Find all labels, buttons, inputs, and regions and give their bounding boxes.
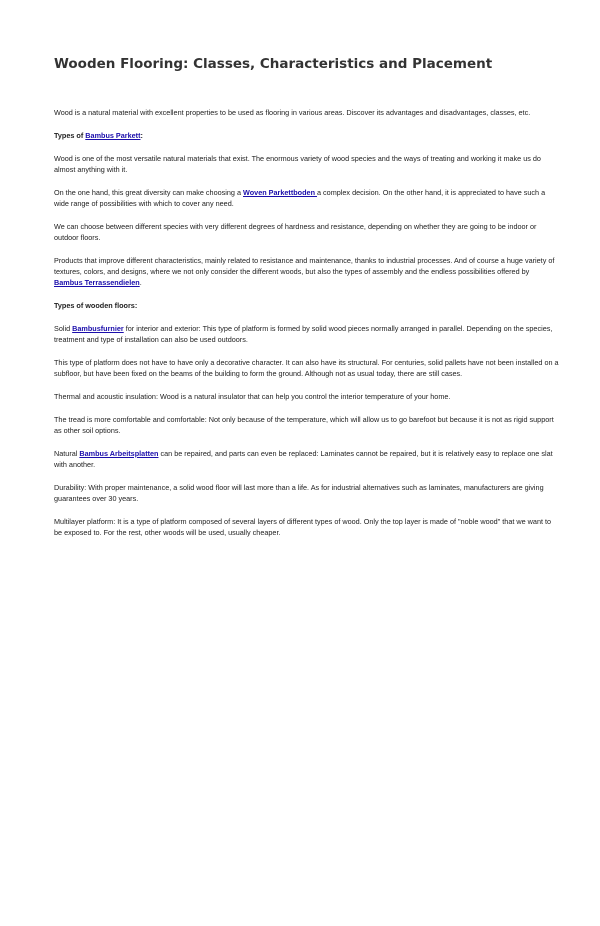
bambus-arbeitsplatten-link[interactable]: Bambus Arbeitsplatten [79,449,159,458]
tread-paragraph [54,414,559,436]
paragraph-text: for interior and exterior: This type of platform is formed by solid wood pieces normally arranged in parallel. Depending on the species, treatment and type of installation can also be used outdoors. [54,324,553,344]
intro-paragraph [54,107,559,118]
diversity-paragraph [54,187,559,209]
paragraph-text: Natural [54,449,80,458]
bambus-terrassendielen-link[interactable]: Bambus Terrassendielen [54,278,140,287]
products-paragraph [54,255,559,288]
paragraph-text: This type of platform does not have to have only a decorative character. It can also have its structural. For centuries, solid pallets have not been installed on a subfloor, but have been fixed on the beams of the building to form the ground. Although not as usual today, there are still cases. [54,358,559,378]
woven-parkettboden-link[interactable]: Woven Parkettboden [243,188,318,197]
paragraph-text: Wood is one of the most versatile natural materials that exist. The enormous variety of wood species and the ways of treating and working it make us do almost anything with it. [54,154,541,174]
bambus-parkett-link[interactable]: Bambus Parkett [85,131,141,140]
types-heading [54,130,559,141]
heading-text: Types of wooden floors: [54,301,138,310]
structural-paragraph [54,357,559,379]
paragraph-text: We can choose between different species with very different degrees of hardness and resistance, depending on whether they are going to be indoor or outdoor floors. [54,222,537,242]
paragraph-text: . [139,278,142,287]
paragraph-text: On the one hand, this great diversity can make choosing a [54,188,244,197]
paragraph-text: Wood is a natural material with excellent properties to be used as flooring in various areas. Discover its advantages and disadvantages, classes, etc. [54,108,531,117]
solid-paragraph [54,323,559,345]
durability-paragraph [54,482,559,504]
paragraph-text: a complex decision. On the other hand, it is appreciated to have such a wide range of possibilities with which to cover any need. [54,188,546,208]
heading-suffix: : [140,131,143,140]
insulation-paragraph [54,391,559,402]
article-body [54,107,559,550]
bambusfurnier-link[interactable]: Bambusfurnier [72,324,124,333]
repair-paragraph [54,448,559,470]
paragraph-text: Durability: With proper maintenance, a solid wood floor will last more than a life. As for industrial alternatives such as laminates, manufacturers are giving guarantees over 30 years. [54,483,544,503]
species-paragraph [54,221,559,243]
wooden-floor-types-heading [54,300,559,311]
versatility-paragraph [54,153,559,175]
paragraph-text: The tread is more comfortable and comfortable: Not only because of the temperature, which will allow us to go barefoot but because it is not as rigid support as other soil options. [54,415,554,435]
paragraph-text: can be repaired, and parts can even be replaced: Laminates cannot be repaired, but it is relatively easy to replace one slat with another. [54,449,553,469]
heading-text: Types of [54,131,86,140]
paragraph-text: Thermal and acoustic insulation: Wood is a natural insulator that can help you control the interior temperature of your home. [54,392,451,401]
paragraph-text: Products that improve different characteristics, mainly related to resistance and maintenance, thanks to industrial processes. And of course a huge variety of textures, colors, and designs, where we not only consider the different woods, but also the types of assembly and the endless possibilities offered by [54,256,555,276]
multilayer-paragraph [54,516,559,538]
paragraph-text: Solid [54,324,73,333]
paragraph-text: Multilayer platform: It is a type of platform composed of several layers of different types of wood. Only the top layer is made of "noble wood" that we want to be exposed to. For the rest, other woods will be used, usually cheaper. [54,517,552,537]
page-title: Wooden Flooring: Classes, Characteristics and Placement [54,56,493,72]
